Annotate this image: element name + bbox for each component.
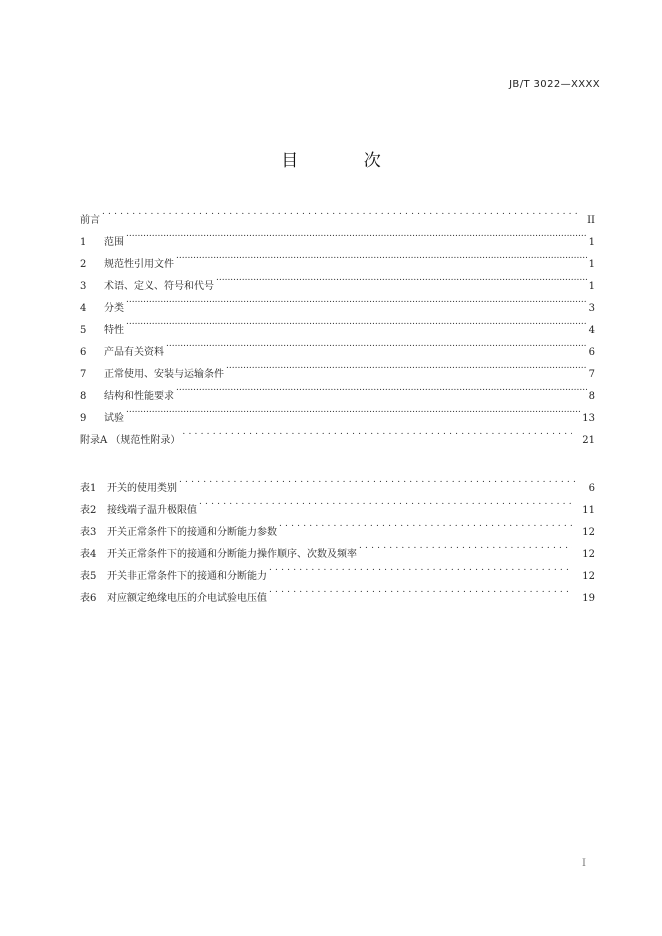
leader-dots	[216, 267, 587, 289]
table-item-number: 表4	[80, 549, 97, 560]
page-title: 目 次	[281, 151, 411, 171]
toc-item-page: 1	[588, 237, 595, 248]
toc-item-number: 6	[80, 347, 87, 358]
toc-item-number: 5	[80, 325, 87, 336]
leader-dots	[126, 223, 587, 245]
leader-dots	[126, 399, 580, 421]
table-item-label: 开关正常条件下的接通和分断能力操作顺序、次数及频率	[107, 549, 357, 560]
toc-item-label: 前言	[80, 215, 100, 226]
toc-list	[80, 201, 595, 446]
toc-item-label: 产品有关资料	[104, 347, 164, 358]
table-item-number: 表1	[80, 483, 97, 494]
table-list	[80, 469, 595, 604]
leader-dots	[126, 289, 587, 311]
toc-item-label: 正常使用、安装与运输条件	[104, 369, 224, 380]
table-item-1[interactable]	[80, 469, 595, 494]
toc-item-label: 范围	[104, 237, 124, 248]
table-item-page: 12	[582, 571, 595, 582]
toc-item-label: 结构和性能要求	[104, 391, 174, 402]
toc-item-annex-a[interactable]	[80, 421, 595, 446]
page-number: I	[582, 858, 586, 869]
toc-item-page: 4	[588, 325, 595, 336]
leader-dots	[182, 421, 572, 443]
table-item-page: 19	[582, 593, 595, 604]
table-item-page: 6	[588, 483, 595, 494]
leader-dots	[179, 469, 579, 491]
toc-item-product-info[interactable]	[80, 333, 595, 358]
toc-item-number: 1	[80, 237, 87, 248]
leader-dots	[199, 491, 572, 513]
toc-item-page: 1	[588, 259, 595, 270]
toc-item-page: 3	[588, 303, 595, 314]
toc-item-label: 规范性引用文件	[104, 259, 174, 270]
leader-dots	[269, 579, 572, 601]
toc-item-number: 2	[80, 259, 87, 270]
toc-item-page: 1	[588, 281, 595, 292]
toc-item-tests[interactable]	[80, 399, 595, 424]
leader-dots	[102, 201, 577, 223]
toc-item-foreword[interactable]	[80, 201, 595, 226]
toc-item-page: 8	[588, 391, 595, 402]
table-item-label: 对应额定绝缘电压的介电试验电压值	[107, 593, 267, 604]
leader-dots	[269, 557, 572, 579]
toc-item-number: 7	[80, 369, 87, 380]
table-item-label: 开关非正常条件下的接通和分断能力	[107, 571, 267, 582]
table-item-number: 表6	[80, 593, 97, 604]
toc-item-scope[interactable]	[80, 223, 595, 248]
toc-item-page: 21	[582, 435, 595, 446]
table-item-page: 11	[582, 505, 595, 516]
toc-item-page: 13	[582, 413, 595, 424]
toc-item-page: 7	[588, 369, 595, 380]
leader-dots	[166, 333, 587, 355]
toc-item-classification[interactable]	[80, 289, 595, 314]
document-code: JB/T 3022—XXXX	[509, 79, 600, 90]
table-item-label: 接线端子温升极限值	[107, 505, 197, 516]
leader-dots	[226, 355, 587, 377]
toc-item-page: 6	[588, 347, 595, 358]
toc-item-number: 8	[80, 391, 87, 402]
toc-item-label: 分类	[104, 303, 124, 314]
table-item-number: 表3	[80, 527, 97, 538]
toc-item-number: 4	[80, 303, 87, 314]
leader-dots	[359, 535, 572, 557]
table-item-number: 表2	[80, 505, 97, 516]
table-item-page: 12	[582, 527, 595, 538]
toc-item-number: 3	[80, 281, 87, 292]
toc-item-page: II	[587, 215, 595, 226]
leader-dots	[279, 513, 572, 535]
leader-dots	[126, 311, 587, 333]
toc-item-label: 术语、定义、符号和代号	[104, 281, 214, 292]
table-item-page: 12	[582, 549, 595, 560]
toc-item-characteristics[interactable]	[80, 311, 595, 336]
table-item-number: 表5	[80, 571, 97, 582]
toc-item-number: 9	[80, 413, 87, 424]
leader-dots	[176, 377, 587, 399]
toc-item-label: 特性	[104, 325, 124, 336]
leader-dots	[176, 245, 587, 267]
table-item-label: 开关正常条件下的接通和分断能力参数	[107, 527, 277, 538]
toc-item-label: 附录A （规范性附录）	[80, 435, 181, 446]
toc-item-normative-references[interactable]	[80, 245, 595, 270]
toc-item-label: 试验	[104, 413, 124, 424]
table-item-label: 开关的使用类别	[107, 483, 177, 494]
